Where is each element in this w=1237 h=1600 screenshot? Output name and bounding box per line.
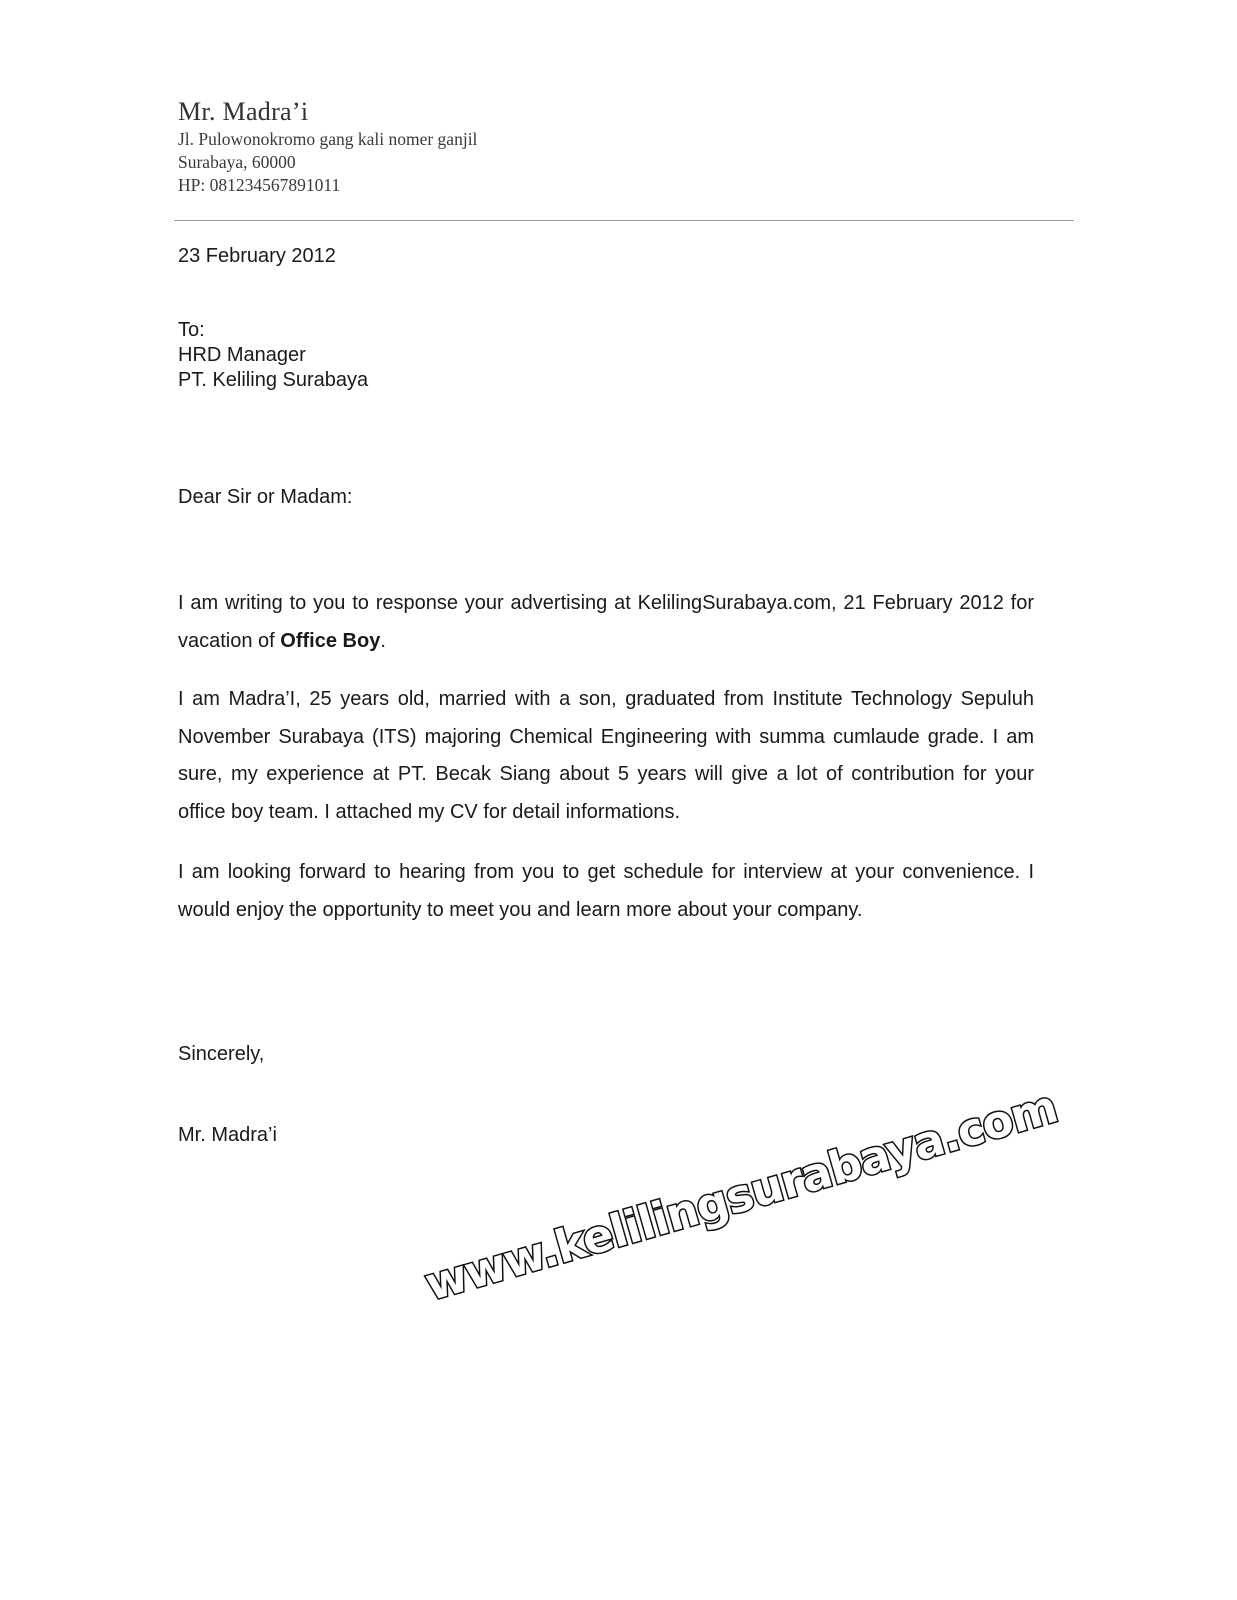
sender-phone: HP: 081234567891011 (178, 175, 341, 195)
paragraph-closing-request: I am looking forward to hearing from you to get schedule for interview at your convenience. I would enjoy the opportunity to meet you and learn more about your company. (178, 861, 1034, 921)
recipient-title: HRD Manager (178, 344, 306, 366)
letterhead-divider (174, 220, 1074, 221)
paragraph-intro-end: . (380, 629, 386, 652)
recipient-to-label: To: (178, 319, 205, 341)
paragraph-intro-text: I am writing to you to response your advertising at KelilingSurabaya.com, 21 February 2012 for vacation of (178, 592, 1034, 652)
recipient-company: PT. Keliling Surabaya (178, 369, 369, 391)
sender-city: Surabaya, 60000 (178, 152, 296, 172)
watermark (395, 1070, 1063, 1312)
recipient-block (178, 318, 368, 393)
position-name: Office Boy (280, 629, 381, 652)
sender-address: Jl. Pulowonokromo gang kali nomer ganjil (178, 129, 478, 149)
letter-date: 23 February 2012 (178, 245, 336, 267)
paragraph-background: I am Madra’I, 25 years old, married with a son, graduated from Institute Technology Sepuluh November Surabaya (ITS) majoring Chemical Engineering with summa cumlaude grade. I am sure, my experience at PT. Becak Siang about 5 years will give a lot of contribution for your office boy team. I attached my CV for detail informations. (178, 688, 1034, 823)
sender-name: Mr. Madra’i (178, 97, 309, 126)
paragraph-intro (178, 585, 1034, 660)
closing: Sincerely, (178, 1043, 265, 1065)
letterhead (178, 96, 477, 197)
watermark-graphic (395, 1070, 1063, 1312)
signature-name: Mr. Madra’i (178, 1124, 277, 1146)
watermark-text: www.kelilingsurabaya.com (419, 1079, 1063, 1312)
salutation: Dear Sir or Madam: (178, 486, 353, 508)
